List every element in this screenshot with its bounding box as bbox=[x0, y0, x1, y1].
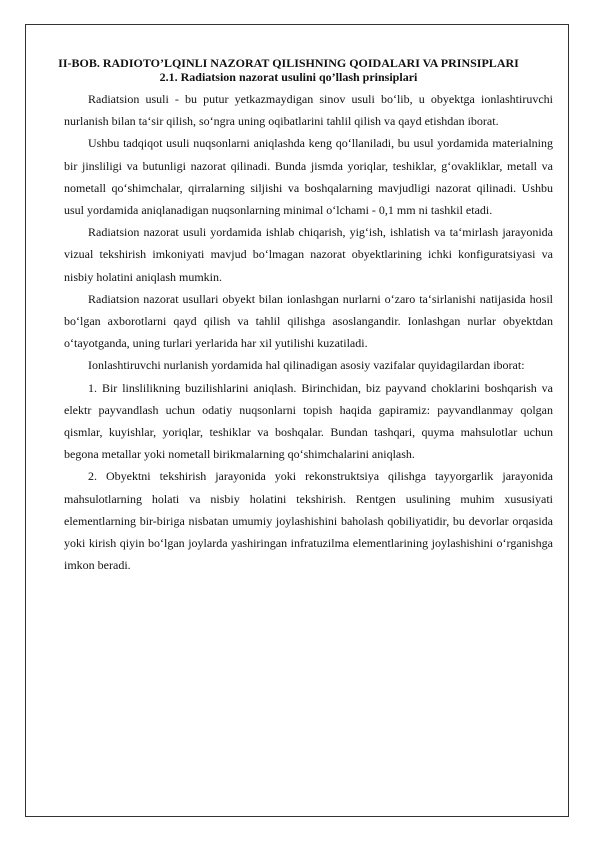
paragraph-2: Ushbu tadqiqot usuli nuqsonlarni aniqlashda keng qo‘llaniladi, bu usul yordamida materialning bir jinsliligi va butunligi nazorat qilinadi. Bunda jismda yoriqlar, teshiklar, g‘ovakliklar, metall va nometall qo‘shimchalar, qirralarning siljishi va boshqalarning mavjudligi nazorat qilinadi. Ushbu usul yordamida aniqlanadigan nuqsonlarning minimal o‘lchami - 0,1 mm ni tashkil etadi. bbox=[64, 136, 553, 218]
paragraph-4: Radiatsion nazorat usullari obyekt bilan ionlashgan nurlarni o‘zaro ta‘sirlanishi natijasida hosil bo‘lgan axborotlarni qayd qilish va tahlil qilishga asoslangandir. Ionlashgan nurlar obyektdan o‘tayotganda, uning turlari yerlarida har xil yutilishi kuzatiladi. bbox=[64, 291, 553, 351]
paragraph-7: 2. Obyektni tekshirish jarayonida yoki rekonstruktsiya qilishga tayyorgarlik jarayonida mahsulotlarning holati va nisbiy holatini tekshirish. Rentgen usulining muhim xususiyati elementlarning bir-biriga nisbatan umumiy joylashishini baholash qobiliyatidir, bu devorlar orqasida yoki kirish qiyin bo‘lgan joylarda yashiringan infratuzilma elementlarining joylashishini o‘rganishga imkon beradi. bbox=[64, 469, 553, 573]
paragraph-3: Radiatsion nazorat usuli yordamida ishlab chiqarish, yig‘ish, ishlatish va ta‘mirlash jarayonida vizual tekshirish imkoniyati mavjud bo‘lmagan nazorat obyektlarining ichki konfiguratsiyasi va nisbiy holatini aniqlash mumkin. bbox=[64, 225, 553, 284]
paragraph-5: Ionlashtiruvchi nurlanish yordamida hal qilinadigan asosiy vazifalar quyidagilardan iborat: bbox=[88, 358, 525, 373]
chapter-title: II-BOB. RADIOTO’LQINLI NAZORAT QILISHNING QOIDALARI VA PRINSIPLARI bbox=[58, 56, 519, 70]
document-body bbox=[58, 56, 553, 576]
section-title: 2.1. Radiatsion nazorat usulini qo’llash prinsiplari bbox=[159, 70, 418, 84]
paragraph-1: Radiatsion usuli - bu putur yetkazmaydigan sinov usuli bo‘lib, u obyektga ionlashtiruvchi nurlanish bilan ta‘sir qilish, so‘ngra uning oqibatlarini tahlil qilish va qayd etishdan iborat. bbox=[64, 92, 553, 129]
paragraph-6: 1. Bir linslilikning buzilishlarini aniqlash. Birinchidan, biz payvand choklarini boshqarish va elektr payvandlash uchun odatiy nuqsonlarni topish haqida gapiramiz: payvandlanmay qolgan qismlar, kuyishlar, yoriqlar, teshiklar va boshqalar. Bundan tashqari, quyma mahsulotlar uchun begona metallar yoki nometall birikmalarning qo‘shimchalarini aniqlash. bbox=[64, 380, 553, 462]
